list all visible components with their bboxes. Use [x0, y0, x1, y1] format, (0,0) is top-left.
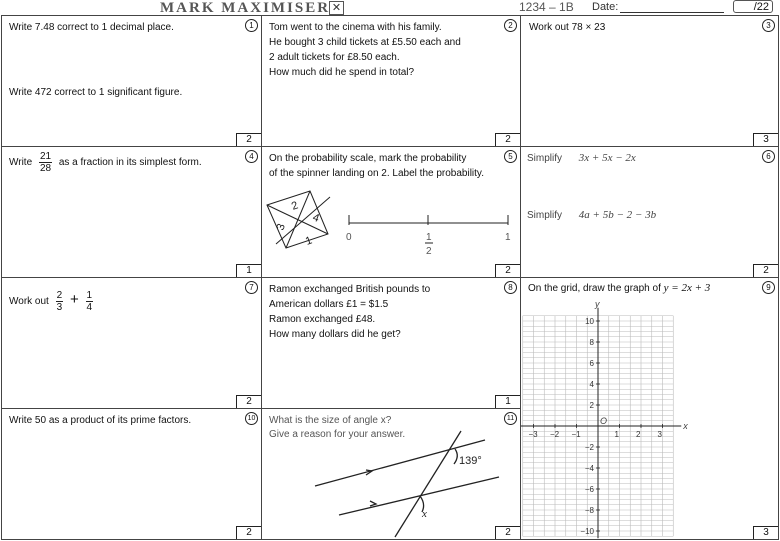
question-9-equation: y = 2x + 3	[663, 282, 711, 294]
question-4-denominator: 28	[39, 163, 52, 174]
question-9-number: 9	[762, 281, 775, 294]
question-1-number: 1	[245, 19, 258, 32]
question-7-fraction-b-numerator: 1	[86, 289, 93, 301]
question-2-line-4: How much did he spend in total?	[269, 67, 415, 78]
angle-arc-139	[454, 449, 457, 464]
question-3-number: 3	[762, 19, 775, 32]
question-4-prefix: Write	[9, 157, 33, 169]
y-tick-label: −10	[580, 527, 594, 536]
question-6-marks: 2	[753, 264, 778, 277]
scale-label-1: 1	[505, 232, 511, 243]
date-label: Date:	[592, 1, 619, 13]
question-9-prompt: On the grid, draw the graph of	[528, 283, 664, 294]
parallel-lines-diagram	[262, 409, 522, 541]
question-7-number: 7	[245, 281, 258, 294]
question-11-line-1: What is the size of angle x?	[269, 415, 392, 426]
x-tick-label: −3	[528, 430, 538, 439]
question-11-cell[interactable]	[261, 408, 521, 540]
question-7-text	[9, 286, 97, 316]
question-1-cell[interactable]	[1, 15, 262, 147]
y-tick-label: −2	[584, 443, 594, 452]
question-6-part-a	[527, 151, 636, 166]
header-title: MARK MAXIMISER	[160, 0, 331, 16]
spinner-label-1: 1	[303, 234, 314, 248]
y-tick-label: 8	[589, 338, 594, 347]
question-5-marks: 2	[495, 264, 520, 277]
question-6-part-b	[527, 208, 656, 223]
question-3-marks: 3	[753, 133, 778, 146]
transversal-line	[395, 431, 461, 537]
question-1-marks: 2	[236, 133, 261, 146]
question-3-text: Work out 78 × 23	[529, 22, 606, 33]
y-tick-label: 4	[589, 380, 594, 389]
question-4-marks: 1	[236, 264, 261, 277]
origin-label: O	[600, 416, 608, 426]
x-tick-label: −1	[571, 430, 581, 439]
x-tick-label: 2	[636, 430, 641, 439]
spinner-label-3: 3	[274, 222, 288, 233]
parallel-arrow-bottom	[370, 501, 376, 506]
question-9-marks: 3	[753, 526, 778, 539]
question-6-number: 6	[762, 150, 775, 163]
scale-label-half-numerator: 1	[426, 232, 432, 243]
question-7-operator: +	[69, 291, 79, 308]
header-checkbox[interactable]: ✕	[329, 1, 344, 15]
question-8-number: 8	[504, 281, 517, 294]
spinner-diagram	[262, 147, 522, 279]
question-6-expression-b: 4a + 5b − 2 − 3b	[578, 209, 657, 221]
question-8-cell[interactable]	[261, 277, 521, 409]
question-5-line-1: On the probability scale, mark the probability	[269, 153, 467, 164]
question-4-fraction	[39, 151, 52, 174]
angle-label-139: 139°	[459, 455, 482, 467]
spinner-label-4: 4	[310, 211, 321, 225]
y-tick-label: 10	[585, 317, 594, 326]
date-input-line[interactable]	[620, 12, 724, 13]
question-8-line-2: American dollars £1 = $1.5	[269, 299, 389, 310]
question-8-marks: 1	[495, 395, 520, 408]
question-4-cell[interactable]	[1, 146, 262, 278]
question-4-text	[9, 151, 202, 175]
question-6-label-a: Simplify	[527, 153, 563, 164]
question-8-line-4: How many dollars did he get?	[269, 329, 401, 340]
question-7-prefix: Work out	[9, 296, 49, 307]
x-axis-label: x	[683, 421, 688, 431]
question-8-line-1: Ramon exchanged British pounds to	[269, 284, 431, 295]
angle-label-x: x	[422, 508, 427, 520]
question-7-fraction-a	[56, 290, 64, 313]
spinner-label-2: 2	[289, 199, 300, 213]
scale-label-0: 0	[346, 232, 352, 243]
question-8-line-3: Ramon exchanged £48.	[269, 314, 376, 325]
question-1-text-b: Write 472 correct to 1 significant figure.	[9, 87, 183, 98]
question-7-fraction-a-denominator: 3	[56, 301, 63, 313]
question-6-label-b: Simplify	[527, 210, 563, 221]
question-7-fraction-b-denominator: 4	[86, 301, 93, 313]
question-11-number: 11	[504, 412, 517, 425]
question-7-fraction-a-numerator: 2	[56, 289, 63, 301]
question-2-cell[interactable]	[261, 15, 521, 147]
coordinate-grid[interactable]	[521, 278, 780, 541]
y-tick-label: −6	[584, 485, 594, 494]
y-axis-label: y	[595, 298, 600, 309]
x-tick-label: 3	[657, 430, 662, 439]
question-10-number: 10	[245, 412, 258, 425]
question-7-cell[interactable]	[1, 277, 262, 409]
question-5-cell[interactable]	[261, 146, 521, 278]
question-2-marks: 2	[495, 133, 520, 146]
x-tick-label: 1	[614, 430, 619, 439]
question-7-marks: 2	[236, 395, 261, 408]
question-4-numerator: 21	[39, 151, 52, 162]
y-tick-label: 6	[589, 359, 594, 368]
question-5-number: 5	[504, 150, 517, 163]
question-11-line-2: Give a reason for your answer.	[269, 429, 406, 440]
question-2-number: 2	[504, 19, 517, 32]
question-4-number: 4	[245, 150, 258, 163]
scale-label-half-denominator: 2	[426, 246, 432, 257]
y-tick-label: −8	[584, 506, 594, 515]
parallel-line-bottom	[339, 477, 499, 515]
question-2-line-3: 2 adult tickets for £8.50 each.	[269, 52, 400, 63]
question-6-cell[interactable]	[520, 146, 779, 278]
y-tick-label: −4	[584, 464, 594, 473]
question-7-fraction-b	[86, 290, 94, 313]
question-2-line-2: He bought 3 child tickets at £5.50 each and	[269, 37, 461, 48]
question-3-cell[interactable]	[520, 15, 779, 147]
header-code: 1234 – 1B	[519, 0, 574, 14]
question-10-text: Write 50 as a product of its prime factors.	[9, 415, 192, 426]
question-2-line-1: Tom went to the cinema with his family.	[269, 22, 442, 33]
question-10-marks: 2	[236, 526, 261, 539]
question-4-suffix: as a fraction in its simplest form.	[58, 157, 202, 169]
y-tick-label: 2	[589, 401, 594, 410]
question-10-cell[interactable]	[1, 408, 262, 540]
question-9-cell[interactable]	[520, 277, 779, 540]
question-6-expression-a: 3x + 5x − 2x	[578, 152, 636, 164]
x-tick-label: −2	[550, 430, 560, 439]
question-11-marks: 2	[495, 526, 520, 539]
question-5-line-2: of the spinner landing on 2. Label the probability.	[269, 168, 484, 179]
total-score-box[interactable]: /22	[733, 0, 773, 13]
question-1-text-a: Write 7.48 correct to 1 decimal place.	[9, 22, 174, 33]
